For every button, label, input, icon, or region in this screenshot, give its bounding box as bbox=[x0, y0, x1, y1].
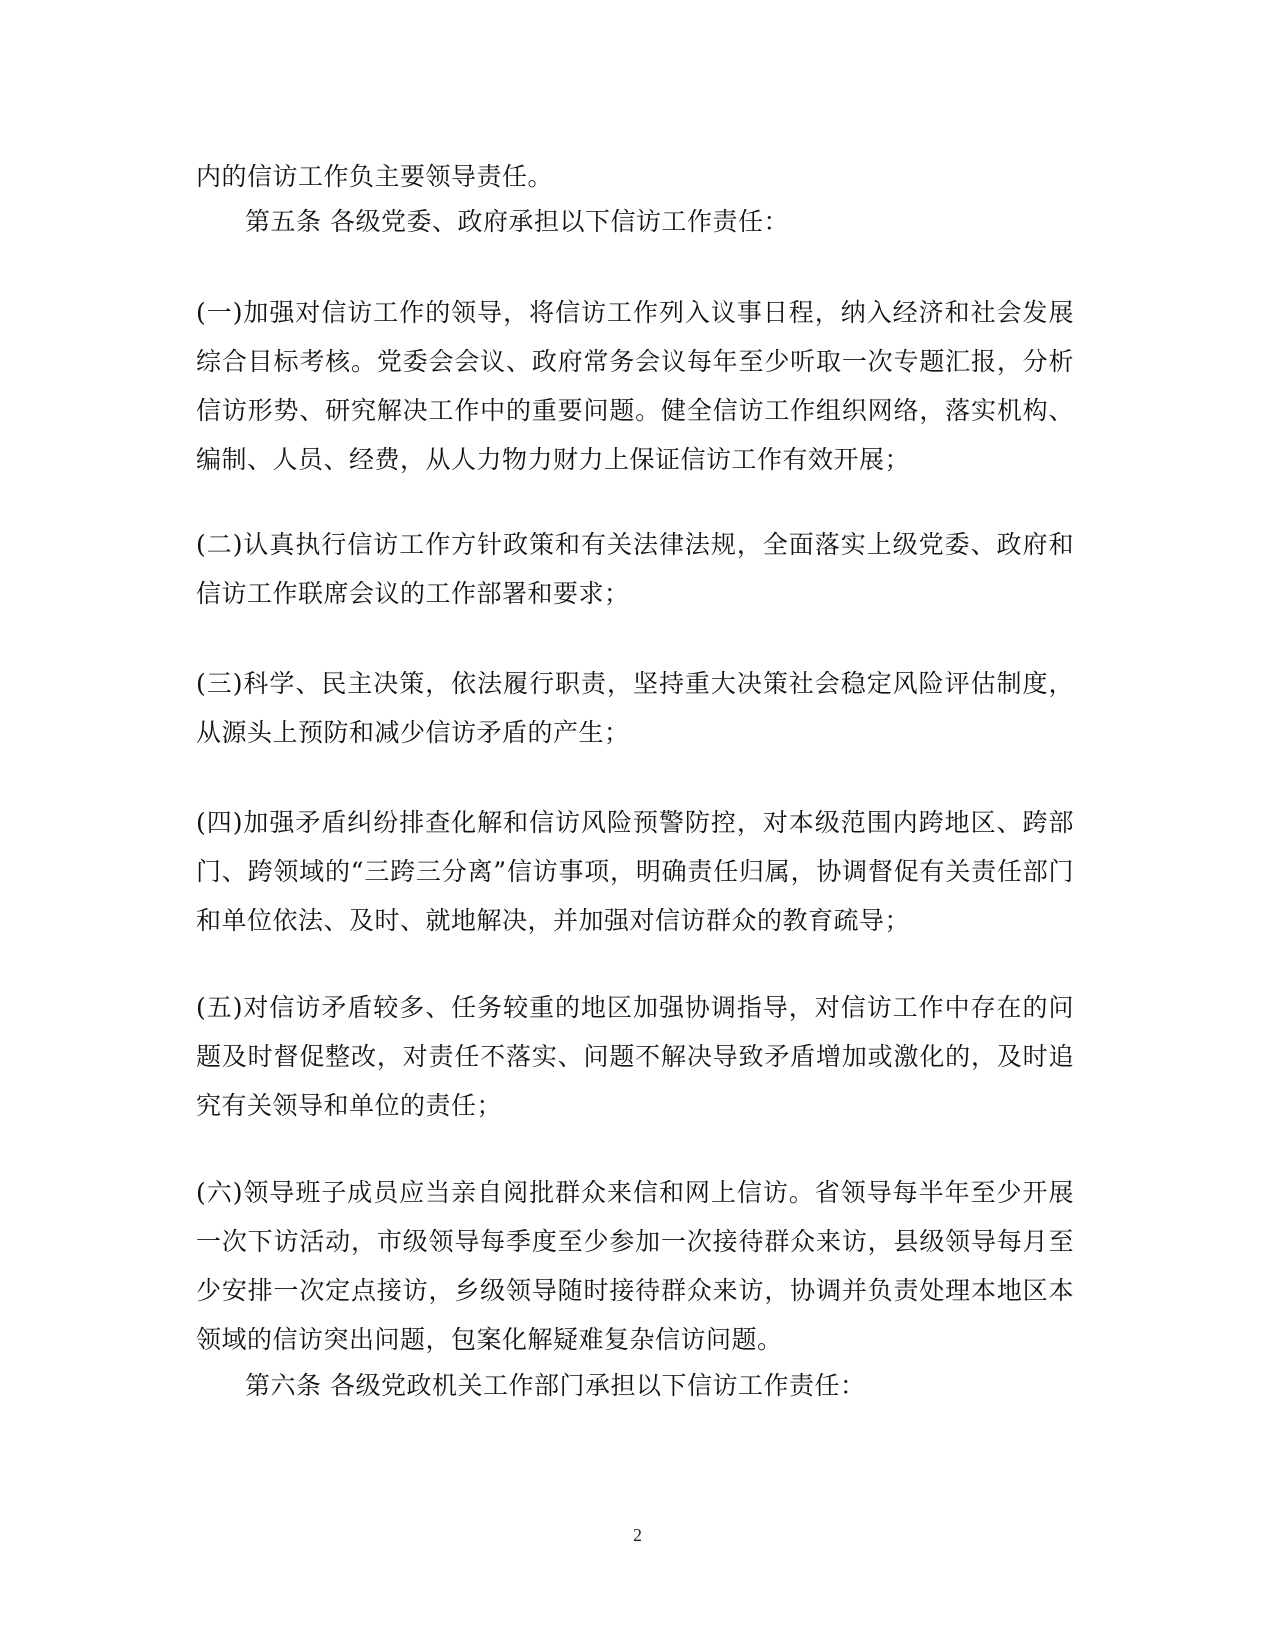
clause-four: (四)加强矛盾纠纷排查化解和信访风险预警防控，对本级范围内跨地区、跨部门、跨领域的“三跨三分离”信访事项，明确责任归属，协调督促有关责任部门和单位依法、及时、就地解决，并加强对信访群众的教育疏导； bbox=[196, 808, 1074, 935]
clause-two: (二)认真执行信访工作方针政策和有关法律法规，全面落实上级党委、政府和信访工作联席会议的工作部署和要求； bbox=[196, 530, 1074, 608]
article-six-heading: 第六条 各级党政机关工作部门承担以下信访工作责任： bbox=[245, 1371, 866, 1400]
page-number: 2 bbox=[633, 1525, 642, 1545]
clause-three: (三)科学、民主决策，依法履行职责，坚持重大决策社会稳定风险评估制度，从源头上预防和减少信访矛盾的产生； bbox=[196, 669, 1074, 747]
clause-six: (六)领导班子成员应当亲自阅批群众来信和网上信访。省领导每半年至少开展一次下访活动，市级领导每季度至少参加一次接待群众来访，县级领导每月至少安排一次定点接访，乡级领导随时接待群众来访，协调并负责处理本地区本领域的信访突出问题，包案化解疑难复杂信访问题。 bbox=[196, 1178, 1074, 1354]
clause-one: (一)加强对信访工作的领导，将信访工作列入议事日程，纳入经济和社会发展综合目标考核。党委会会议、政府常务会议每年至少听取一次专题汇报，分析信访形势、研究解决工作中的重要问题。健全信访工作组织网络，落实机构、编制、人员、经费，从人力物力财力上保证信访工作有效开展； bbox=[196, 298, 1074, 474]
paragraph-continuation: 内的信访工作负主要领导责任。 bbox=[196, 162, 554, 191]
article-five-heading: 第五条 各级党委、政府承担以下信访工作责任： bbox=[245, 207, 789, 236]
clause-five: (五)对信访矛盾较多、任务较重的地区加强协调指导，对信访工作中存在的问题及时督促整改，对责任不落实、问题不解决导致矛盾增加或激化的，及时追究有关领导和单位的责任； bbox=[196, 993, 1074, 1120]
